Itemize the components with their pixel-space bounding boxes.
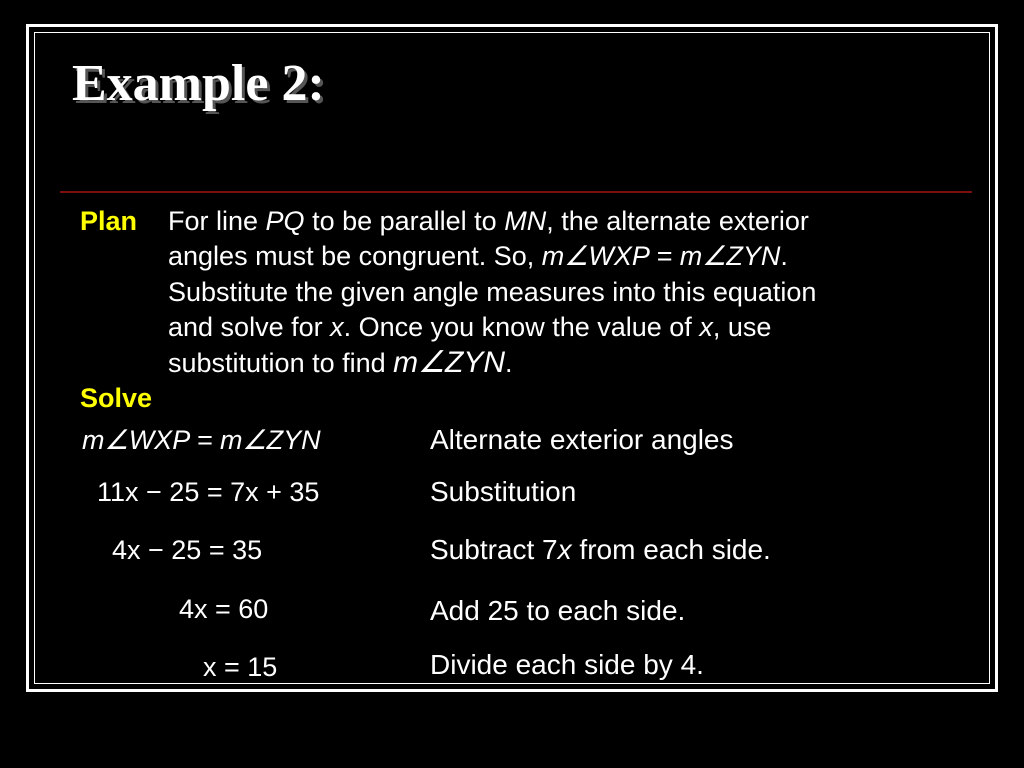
reason-text: from each side. [571, 534, 771, 565]
line-name: PQ [265, 206, 305, 236]
variable: x [699, 312, 713, 342]
plan-text: . [505, 348, 513, 378]
plan-line-2 [168, 243, 788, 270]
reason-step-2: Substitution [430, 476, 577, 507]
plan-text: substitution to find [168, 348, 394, 378]
reason-step-3 [430, 536, 771, 564]
variable: x [557, 534, 572, 565]
equation-step-1: m∠WXP = m∠ZYN [82, 425, 321, 455]
equation-step-2: 11x − 25 = 7x + 35 [97, 477, 320, 507]
equation-step-5: x = 15 [203, 652, 278, 682]
angle-equation: m∠WXP = m∠ZYN [541, 241, 781, 271]
reason-text: Subtract 7 [430, 534, 558, 565]
reason-step-4: Add 25 to each side. [430, 595, 686, 626]
plan-text: and solve for [168, 312, 331, 342]
plan-text: For line [168, 206, 266, 236]
plan-text: to be parallel to [304, 206, 505, 236]
plan-text: . Once you know the value of [343, 312, 700, 342]
title-divider [60, 191, 972, 193]
plan-line-5 [168, 348, 513, 378]
equation-step-3: 4x − 25 = 35 [112, 535, 263, 565]
angle-measure: m∠ZYN [393, 346, 506, 379]
plan-line-1 [168, 208, 809, 235]
variable: x [330, 312, 344, 342]
solve-label: Solve [80, 383, 153, 413]
plan-line-4 [168, 314, 771, 341]
plan-text: . [780, 241, 788, 271]
reason-step-1: Alternate exterior angles [430, 424, 734, 455]
reason-step-5: Divide each side by 4. [430, 649, 704, 680]
line-name: MN [504, 206, 547, 236]
plan-label: Plan [80, 206, 138, 236]
slide-title: Example 2: [72, 55, 325, 112]
plan-line-3: Substitute the given angle measures into this equation [168, 277, 817, 307]
equation-step-4: 4x = 60 [179, 594, 269, 624]
plan-text: , use [712, 312, 772, 342]
plan-text: , the alternate exterior [546, 206, 809, 236]
plan-text: angles must be congruent. So, [168, 241, 542, 271]
